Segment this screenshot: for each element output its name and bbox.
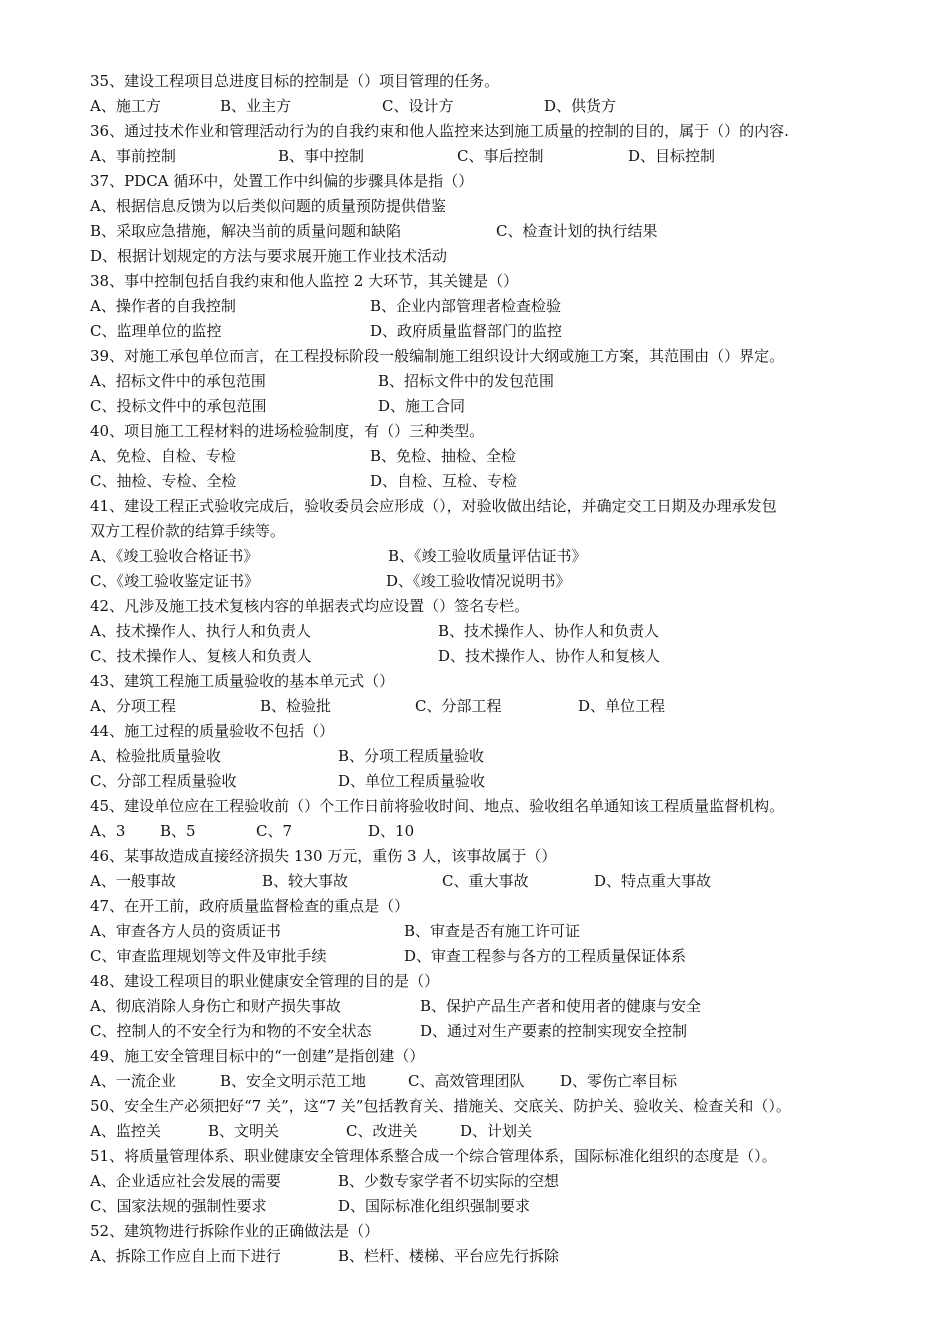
option-a: A、施工方 bbox=[90, 97, 161, 115]
option-c: C、投标文件中的承包范围 bbox=[90, 397, 267, 415]
question-text: 43、建筑工程施工质量验收的基本单元式（） bbox=[90, 672, 395, 690]
option-a: A、一般事故 bbox=[90, 872, 176, 890]
question-text: 47、在开工前，政府质量监督检查的重点是（） bbox=[90, 897, 410, 915]
option-b: B、保护产品生产者和使用者的健康与安全 bbox=[420, 997, 702, 1015]
option-d: D、零伤亡率目标 bbox=[560, 1072, 678, 1090]
question-48-stem bbox=[90, 969, 439, 993]
option-c: C、抽检、专检、全检 bbox=[90, 472, 237, 490]
option-b: B、少数专家学者不切实际的空想 bbox=[338, 1172, 560, 1190]
question-50-stem bbox=[90, 1094, 791, 1118]
question-text: 39、对施工承包单位而言，在工程投标阶段一般编制施工组织设计大纲或施工方案，其范围由（）界定。 bbox=[90, 347, 785, 365]
question-text: 51、将质量管理体系、职业健康安全管理体系整合成一个综合管理体系，国际标准化组织的态度是（）。 bbox=[90, 1147, 777, 1165]
option-c: C、分部工程质量验收 bbox=[90, 772, 237, 790]
question-text: 35、建设工程项目总进度目标的控制是（）项目管理的任务。 bbox=[90, 72, 500, 90]
option-a: A、操作者的自我控制 bbox=[90, 297, 236, 315]
question-text: 49、施工安全管理目标中的“一创建”是指创建（） bbox=[90, 1047, 425, 1065]
option-a: A、招标文件中的承包范围 bbox=[90, 372, 266, 390]
question-text: 42、凡涉及施工技术复核内容的单据表式均应设置（）签名专栏。 bbox=[90, 597, 530, 615]
option-d: D、10 bbox=[368, 822, 415, 840]
option-b: B、采取应急措施，解决当前的质量问题和缺陷 bbox=[90, 222, 402, 240]
option-d: D、根据计划规定的方法与要求展开施工作业技术活动 bbox=[90, 247, 448, 265]
option-b: B、招标文件中的发包范围 bbox=[378, 372, 555, 390]
question-36-stem bbox=[90, 119, 789, 143]
option-d: D、国际标准化组织强制要求 bbox=[338, 1197, 531, 1215]
option-b: B、审查是否有施工许可证 bbox=[404, 922, 581, 940]
question-44-stem bbox=[90, 719, 334, 743]
option-c: C、重大事故 bbox=[442, 872, 529, 890]
question-41-stem-cont bbox=[90, 519, 285, 543]
question-35-stem bbox=[90, 69, 499, 93]
option-a: A、一流企业 bbox=[90, 1072, 176, 1090]
question-text: 40、项目施工工程材料的进场检验制度，有（）三种类型。 bbox=[90, 422, 485, 440]
option-a: A、事前控制 bbox=[90, 147, 176, 165]
option-a: A、彻底消除人身伤亡和财产损失事故 bbox=[90, 997, 341, 1015]
question-38-stem bbox=[90, 269, 518, 293]
option-d: D、通过对生产要素的控制实现安全控制 bbox=[420, 1022, 688, 1040]
option-d: D、目标控制 bbox=[628, 147, 716, 165]
question-text: 44、施工过程的质量验收不包括（） bbox=[90, 722, 335, 740]
option-c: C、审查监理规划等文件及审批手续 bbox=[90, 947, 327, 965]
option-b: B、栏杆、楼梯、平台应先行拆除 bbox=[338, 1247, 560, 1265]
question-text: 45、建设单位应在工程验收前（）个工作日前将验收时间、地点、验收组名单通知该工程质量监督机构。 bbox=[90, 797, 785, 815]
question-text: 37、PDCA 循环中，处置工作中纠偏的步骤具体是指（） bbox=[90, 172, 474, 190]
question-51-stem bbox=[90, 1144, 777, 1168]
option-b: B、免检、抽检、全检 bbox=[370, 447, 517, 465]
option-d: D、供货方 bbox=[544, 97, 617, 115]
question-45-stem bbox=[90, 794, 784, 818]
option-c: C、高效管理团队 bbox=[408, 1072, 525, 1090]
option-b: B、较大事故 bbox=[262, 872, 349, 890]
question-42-stem bbox=[90, 594, 529, 618]
question-text: 52、建筑物进行拆除作业的正确做法是（） bbox=[90, 1222, 380, 1240]
question-text: 38、事中控制包括自我约束和他人监控 2 大环节，其关键是（） bbox=[90, 272, 519, 290]
option-d: D、审查工程参与各方的工程质量保证体系 bbox=[404, 947, 687, 965]
option-a: A、根据信息反馈为以后类似问题的质量预防提供借鉴 bbox=[90, 197, 446, 215]
option-a: A、免检、自检、专检 bbox=[90, 447, 236, 465]
option-b: B、分项工程质量验收 bbox=[338, 747, 485, 765]
question-text: 50、安全生产必须把好“7 关”，这“7 关”包括教育关、措施关、交底关、防护关、验收关、检查关和（）。 bbox=[90, 1097, 791, 1115]
option-d: D、单位工程质量验收 bbox=[338, 772, 486, 790]
question-text: 41、建设工程正式验收完成后，验收委员会应形成（），对验收做出结论，并确定交工日期及办理承发包 bbox=[90, 497, 777, 515]
option-b: B、《竣工验收质量评估证书》 bbox=[388, 547, 587, 565]
option-a: A、审查各方人员的资质证书 bbox=[90, 922, 281, 940]
option-d: D、特点重大事故 bbox=[594, 872, 712, 890]
question-39-stem bbox=[90, 344, 784, 368]
question-text: 46、某事故造成直接经济损失 130 万元，重伤 3 人，该事故属于（） bbox=[90, 847, 557, 865]
question-40-stem bbox=[90, 419, 484, 443]
option-b: B、安全文明示范工地 bbox=[220, 1072, 367, 1090]
question-52-stem bbox=[90, 1219, 379, 1243]
option-a: A、3 bbox=[90, 822, 126, 840]
option-c: C、事后控制 bbox=[457, 147, 544, 165]
option-c: C、7 bbox=[256, 822, 293, 840]
option-d: D、政府质量监督部门的监控 bbox=[370, 322, 563, 340]
option-d: D、计划关 bbox=[460, 1122, 533, 1140]
option-c: C、检查计划的执行结果 bbox=[496, 222, 658, 240]
option-a: A、拆除工作应自上而下进行 bbox=[90, 1247, 281, 1265]
question-41-stem bbox=[90, 494, 777, 518]
option-c: C、分部工程 bbox=[415, 697, 502, 715]
question-47-stem bbox=[90, 894, 409, 918]
question-text: 36、通过技术作业和管理活动行为的自我约束和他人监控来达到施工质量的控制的目的，属于（）的内容. bbox=[90, 122, 789, 140]
option-b: B、事中控制 bbox=[278, 147, 365, 165]
option-d: D、施工合同 bbox=[378, 397, 466, 415]
option-c: C、技术操作人、复核人和负责人 bbox=[90, 647, 312, 665]
option-a: A、监控关 bbox=[90, 1122, 161, 1140]
question-text: 48、建设工程项目的职业健康安全管理的目的是（） bbox=[90, 972, 440, 990]
option-d: D、自检、互检、专检 bbox=[370, 472, 518, 490]
option-b: B、企业内部管理者检查检验 bbox=[370, 297, 562, 315]
option-d: D、单位工程 bbox=[578, 697, 666, 715]
option-b: B、检验批 bbox=[260, 697, 332, 715]
question-43-stem bbox=[90, 669, 394, 693]
option-c: C、改进关 bbox=[346, 1122, 418, 1140]
option-c: C、设计方 bbox=[382, 97, 454, 115]
option-d: D、《竣工验收情况说明书》 bbox=[386, 572, 571, 590]
option-c: C、《竣工验收鉴定证书》 bbox=[90, 572, 259, 590]
question-46-stem bbox=[90, 844, 556, 868]
option-b: B、文明关 bbox=[208, 1122, 280, 1140]
option-c: C、国家法规的强制性要求 bbox=[90, 1197, 267, 1215]
option-a: A、技术操作人、执行人和负责人 bbox=[90, 622, 311, 640]
option-b: B、业主方 bbox=[220, 97, 292, 115]
option-a: A、《竣工验收合格证书》 bbox=[90, 547, 259, 565]
option-a: A、分项工程 bbox=[90, 697, 176, 715]
option-c: C、控制人的不安全行为和物的不安全状态 bbox=[90, 1022, 372, 1040]
option-b: B、技术操作人、协作人和负责人 bbox=[438, 622, 660, 640]
question-49-stem bbox=[90, 1044, 424, 1068]
option-a: A、企业适应社会发展的需要 bbox=[90, 1172, 281, 1190]
option-d: D、技术操作人、协作人和复核人 bbox=[438, 647, 661, 665]
option-a: A、检验批质量验收 bbox=[90, 747, 221, 765]
question-37-stem bbox=[90, 169, 473, 193]
option-c: C、监理单位的监控 bbox=[90, 322, 222, 340]
question-text-continued: 双方工程价款的结算手续等。 bbox=[90, 522, 286, 540]
option-b: B、5 bbox=[160, 822, 196, 840]
